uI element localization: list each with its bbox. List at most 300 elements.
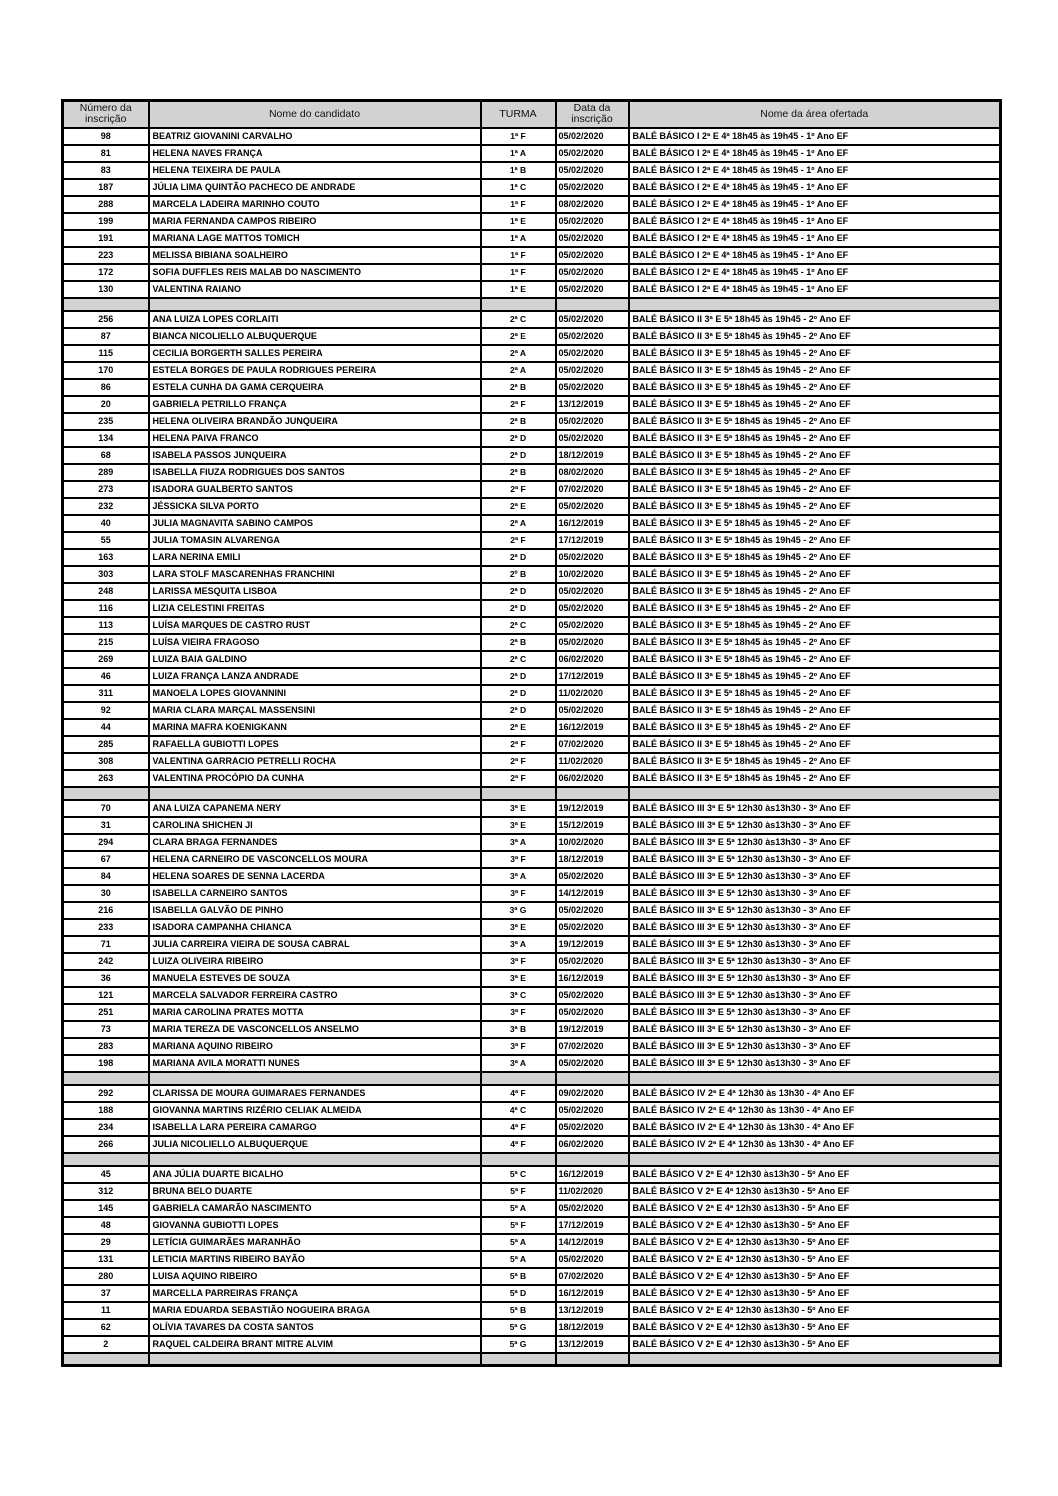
cell-name: ESTELA BORGES DE PAULA RODRIGUES PEREIRA [149, 362, 481, 379]
table-row [63, 481, 1001, 498]
cell-date: 05/02/2020 [556, 702, 629, 719]
cell-date: 09/02/2020 [556, 1085, 629, 1102]
cell-date: 05/02/2020 [556, 362, 629, 379]
table-row [63, 145, 1001, 162]
table-row [63, 413, 1001, 430]
cell-area: BALÉ BÁSICO III 3ª E 5ª 12h30 às13h30 - 3º Ano EF [629, 1004, 1001, 1021]
cell-date: 06/02/2020 [556, 770, 629, 787]
cell-num: 31 [63, 817, 149, 834]
cell-name: LIZIA CELESTINI FREITAS [149, 600, 481, 617]
cell-num: 121 [63, 987, 149, 1004]
table-row [63, 953, 1001, 970]
table-row [63, 1021, 1001, 1038]
cell-date: 05/02/2020 [556, 345, 629, 362]
cell-turma: 2ª A [481, 362, 556, 379]
table-row [63, 868, 1001, 885]
cell-turma: 1ª F [481, 128, 556, 145]
separator-cell [63, 1353, 149, 1366]
cell-area: BALÉ BÁSICO IV 2ª E 4ª 12h30 às 13h30 - 4º Ano EF [629, 1119, 1001, 1136]
cell-turma: 2ª D [481, 600, 556, 617]
cell-num: 266 [63, 1136, 149, 1153]
table-row [63, 1038, 1001, 1055]
cell-date: 17/12/2019 [556, 1217, 629, 1234]
table-row [63, 549, 1001, 566]
cell-area: BALÉ BÁSICO V 2ª E 4ª 12h30 às13h30 - 5º Ano EF [629, 1319, 1001, 1336]
cell-name: LARA STOLF MASCARENHAS FRANCHINI [149, 566, 481, 583]
cell-area: BALÉ BÁSICO II 3ª E 5ª 18h45 às 19h45 - 2º Ano EF [629, 651, 1001, 668]
cell-num: 187 [63, 179, 149, 196]
cell-name: LETICIA MARTINS RIBEIRO BAYÃO [149, 1251, 481, 1268]
cell-turma: 5ª A [481, 1200, 556, 1217]
table-row [63, 230, 1001, 247]
cell-date: 07/02/2020 [556, 481, 629, 498]
cell-area: BALÉ BÁSICO V 2ª E 4ª 12h30 às13h30 - 5º Ano EF [629, 1268, 1001, 1285]
separator-cell [629, 298, 1001, 311]
table-row [63, 1251, 1001, 1268]
cell-turma: 2ª D [481, 702, 556, 719]
cell-area: BALÉ BÁSICO III 3ª E 5ª 12h30 às13h30 - 3º Ano EF [629, 953, 1001, 970]
cell-name: CECILIA BORGERTH SALLES PEREIRA [149, 345, 481, 362]
cell-date: 05/02/2020 [556, 617, 629, 634]
cell-turma: 3ª E [481, 817, 556, 834]
cell-name: LETÍCIA GUIMARÃES MARANHÃO [149, 1234, 481, 1251]
cell-turma: 3ª E [481, 919, 556, 936]
separator-cell [629, 1072, 1001, 1085]
table-row [63, 362, 1001, 379]
cell-name: MARCELA SALVADOR FERREIRA CASTRO [149, 987, 481, 1004]
cell-area: BALÉ BÁSICO III 3ª E 5ª 12h30 às13h30 - 3º Ano EF [629, 834, 1001, 851]
table-row [63, 851, 1001, 868]
table-body [63, 128, 1001, 1366]
table-row [63, 583, 1001, 600]
cell-date: 05/02/2020 [556, 379, 629, 396]
cell-date: 05/02/2020 [556, 328, 629, 345]
cell-num: 83 [63, 162, 149, 179]
cell-num: 68 [63, 447, 149, 464]
cell-date: 05/02/2020 [556, 600, 629, 617]
cell-date: 14/12/2019 [556, 1234, 629, 1251]
cell-area: BALÉ BÁSICO II 3ª E 5ª 18h45 às 19h45 - 2º Ano EF [629, 753, 1001, 770]
cell-name: BEATRIZ GIOVANINI CARVALHO [149, 128, 481, 145]
cell-name: ESTELA CUNHA DA GAMA CERQUEIRA [149, 379, 481, 396]
cell-date: 16/12/2019 [556, 719, 629, 736]
table-row [63, 345, 1001, 362]
cell-area: BALÉ BÁSICO I 2ª E 4ª 18h45 às 19h45 - 1º Ano EF [629, 196, 1001, 213]
cell-turma: 2ª A [481, 515, 556, 532]
cell-date: 05/02/2020 [556, 902, 629, 919]
separator-cell [481, 1353, 556, 1366]
separator-cell [629, 1353, 1001, 1366]
table-row [63, 162, 1001, 179]
separator-cell [481, 1072, 556, 1085]
table-row [63, 1234, 1001, 1251]
cell-num: 216 [63, 902, 149, 919]
cell-num: 294 [63, 834, 149, 851]
cell-num: 11 [63, 1302, 149, 1319]
cell-date: 05/02/2020 [556, 145, 629, 162]
cell-date: 05/02/2020 [556, 213, 629, 230]
cell-num: 40 [63, 515, 149, 532]
table-row [63, 1183, 1001, 1200]
cell-date: 05/02/2020 [556, 179, 629, 196]
cell-name: LUIZA FRANÇA LANZA ANDRADE [149, 668, 481, 685]
cell-area: BALÉ BÁSICO V 2ª E 4ª 12h30 às13h30 - 5º Ano EF [629, 1200, 1001, 1217]
cell-turma: 2ª D [481, 668, 556, 685]
cell-name: MARINA MAFRA KOENIGKANN [149, 719, 481, 736]
cell-area: BALÉ BÁSICO II 3ª E 5ª 18h45 às 19h45 - 2º Ano EF [629, 685, 1001, 702]
separator-cell [149, 298, 481, 311]
cell-turma: 4ª F [481, 1085, 556, 1102]
cell-num: 115 [63, 345, 149, 362]
cell-date: 11/02/2020 [556, 685, 629, 702]
cell-num: 223 [63, 247, 149, 264]
cell-turma: 2ª F [481, 736, 556, 753]
cell-date: 07/02/2020 [556, 1038, 629, 1055]
cell-date: 05/02/2020 [556, 281, 629, 298]
cell-num: 303 [63, 566, 149, 583]
cell-name: MELISSA BIBIANA SOALHEIRO [149, 247, 481, 264]
cell-num: 46 [63, 668, 149, 685]
cell-area: BALÉ BÁSICO II 3ª E 5ª 18h45 às 19h45 - 2º Ano EF [629, 396, 1001, 413]
cell-num: 188 [63, 1102, 149, 1119]
cell-turma: 2ª B [481, 413, 556, 430]
cell-name: ISABELLA LARA PEREIRA CAMARGO [149, 1119, 481, 1136]
cell-date: 05/02/2020 [556, 413, 629, 430]
cell-date: 05/02/2020 [556, 247, 629, 264]
cell-area: BALÉ BÁSICO II 3ª E 5ª 18h45 às 19h45 - 2º Ano EF [629, 600, 1001, 617]
cell-num: 273 [63, 481, 149, 498]
cell-name: CAROLINA SHICHEN JI [149, 817, 481, 834]
cell-date: 19/12/2019 [556, 936, 629, 953]
table-row [63, 1136, 1001, 1153]
cell-num: 84 [63, 868, 149, 885]
table-row [63, 1055, 1001, 1072]
cell-date: 16/12/2019 [556, 1166, 629, 1183]
cell-name: ISABELLA CARNEIRO SANTOS [149, 885, 481, 902]
separator-cell [149, 1153, 481, 1166]
cell-turma: 2ª B [481, 634, 556, 651]
cell-date: 05/02/2020 [556, 953, 629, 970]
cell-num: 234 [63, 1119, 149, 1136]
candidates-table [61, 99, 1002, 1367]
cell-area: BALÉ BÁSICO III 3ª E 5ª 12h30 às13h30 - 3º Ano EF [629, 851, 1001, 868]
cell-name: LUIZA BAIA GALDINO [149, 651, 481, 668]
table-row [63, 736, 1001, 753]
cell-num: 191 [63, 230, 149, 247]
table-row [63, 311, 1001, 328]
cell-area: BALÉ BÁSICO II 3ª E 5ª 18h45 às 19h45 - 2º Ano EF [629, 566, 1001, 583]
cell-num: 37 [63, 1285, 149, 1302]
separator-cell [556, 1072, 629, 1085]
cell-area: BALÉ BÁSICO V 2ª E 4ª 12h30 às13h30 - 5º Ano EF [629, 1234, 1001, 1251]
cell-turma: 3ª F [481, 953, 556, 970]
cell-date: 06/02/2020 [556, 651, 629, 668]
table-row [63, 1085, 1001, 1102]
cell-name: MANUELA ESTEVES DE SOUZA [149, 970, 481, 987]
cell-name: ISABELLA FIUZA RODRIGUES DOS SANTOS [149, 464, 481, 481]
table-row [63, 379, 1001, 396]
cell-area: BALÉ BÁSICO V 2ª E 4ª 12h30 às13h30 - 5º Ano EF [629, 1166, 1001, 1183]
cell-date: 05/02/2020 [556, 634, 629, 651]
cell-date: 08/02/2020 [556, 196, 629, 213]
table-row [63, 1102, 1001, 1119]
cell-name: JÚLIA LIMA QUINTÃO PACHECO DE ANDRADE [149, 179, 481, 196]
cell-turma: 2ª E [481, 328, 556, 345]
cell-name: LUÍSA MARQUES DE CASTRO RUST [149, 617, 481, 634]
cell-turma: 2ª F [481, 753, 556, 770]
table-row [63, 1285, 1001, 1302]
cell-area: BALÉ BÁSICO II 3ª E 5ª 18h45 às 19h45 - 2º Ano EF [629, 328, 1001, 345]
cell-turma: 2ª F [481, 396, 556, 413]
section-separator-row [63, 787, 1001, 800]
table-row [63, 800, 1001, 817]
table-row [63, 447, 1001, 464]
cell-date: 14/12/2019 [556, 885, 629, 902]
table-row [63, 970, 1001, 987]
cell-num: 70 [63, 800, 149, 817]
cell-area: BALÉ BÁSICO I 2ª E 4ª 18h45 às 19h45 - 1º Ano EF [629, 145, 1001, 162]
table-row [63, 1302, 1001, 1319]
cell-turma: 2ª E [481, 719, 556, 736]
cell-name: GIOVANNA GUBIOTTI LOPES [149, 1217, 481, 1234]
cell-area: BALÉ BÁSICO II 3ª E 5ª 18h45 às 19h45 - 2º Ano EF [629, 447, 1001, 464]
table-row [63, 753, 1001, 770]
cell-area: BALÉ BÁSICO I 2ª E 4ª 18h45 às 19h45 - 1º Ano EF [629, 179, 1001, 196]
cell-name: MARIA CAROLINA PRATES MOTTA [149, 1004, 481, 1021]
cell-area: BALÉ BÁSICO III 3ª E 5ª 12h30 às13h30 - 3º Ano EF [629, 902, 1001, 919]
cell-num: 311 [63, 685, 149, 702]
cell-area: BALÉ BÁSICO III 3ª E 5ª 12h30 às13h30 - 3º Ano EF [629, 885, 1001, 902]
cell-name: LUÍSA VIEIRA FRAGOSO [149, 634, 481, 651]
cell-name: MARIA FERNANDA CAMPOS RIBEIRO [149, 213, 481, 230]
table-row [63, 1200, 1001, 1217]
cell-area: BALÉ BÁSICO I 2ª E 4ª 18h45 às 19h45 - 1º Ano EF [629, 281, 1001, 298]
cell-area: BALÉ BÁSICO I 2ª E 4ª 18h45 às 19h45 - 1º Ano EF [629, 264, 1001, 281]
cell-name: OLÍVIA TAVARES DA COSTA SANTOS [149, 1319, 481, 1336]
cell-name: CLARA BRAGA FERNANDES [149, 834, 481, 851]
cell-area: BALÉ BÁSICO III 3ª E 5ª 12h30 às13h30 - 3º Ano EF [629, 800, 1001, 817]
cell-name: MARCELLA PARREIRAS FRANÇA [149, 1285, 481, 1302]
table-row [63, 566, 1001, 583]
cell-num: 20 [63, 396, 149, 413]
cell-turma: 3ª F [481, 1038, 556, 1055]
cell-num: 134 [63, 430, 149, 447]
cell-date: 17/12/2019 [556, 532, 629, 549]
separator-cell [149, 1353, 481, 1366]
cell-turma: 2ª D [481, 447, 556, 464]
cell-turma: 5ª C [481, 1166, 556, 1183]
table-row [63, 515, 1001, 532]
cell-area: BALÉ BÁSICO II 3ª E 5ª 18h45 às 19h45 - 2º Ano EF [629, 549, 1001, 566]
cell-name: MANOELA LOPES GIOVANNINI [149, 685, 481, 702]
cell-name: MARIANA AQUINO RIBEIRO [149, 1038, 481, 1055]
cell-date: 15/12/2019 [556, 817, 629, 834]
cell-num: 170 [63, 362, 149, 379]
cell-area: BALÉ BÁSICO III 3ª E 5ª 12h30 às13h30 - 3º Ano EF [629, 868, 1001, 885]
separator-cell [556, 1153, 629, 1166]
cell-area: BALÉ BÁSICO III 3ª E 5ª 12h30 às13h30 - 3º Ano EF [629, 919, 1001, 936]
cell-turma: 3ª C [481, 987, 556, 1004]
table-row [63, 179, 1001, 196]
table-row [63, 634, 1001, 651]
cell-date: 18/12/2019 [556, 851, 629, 868]
cell-date: 10/02/2020 [556, 834, 629, 851]
cell-date: 06/02/2020 [556, 1136, 629, 1153]
cell-turma: 3ª A [481, 1055, 556, 1072]
cell-num: 130 [63, 281, 149, 298]
cell-turma: 1ª F [481, 196, 556, 213]
cell-name: GABRIELA CAMARÃO NASCIMENTO [149, 1200, 481, 1217]
cell-area: BALÉ BÁSICO II 3ª E 5ª 18h45 às 19h45 - 2º Ano EF [629, 430, 1001, 447]
cell-area: BALÉ BÁSICO II 3ª E 5ª 18h45 às 19h45 - 2º Ano EF [629, 379, 1001, 396]
table-row [63, 936, 1001, 953]
cell-area: BALÉ BÁSICO V 2ª E 4ª 12h30 às13h30 - 5º Ano EF [629, 1336, 1001, 1353]
cell-num: 87 [63, 328, 149, 345]
table-row [63, 128, 1001, 145]
cell-name: JULIA NICOLIELLO ALBUQUERQUE [149, 1136, 481, 1153]
cell-area: BALÉ BÁSICO I 2ª E 4ª 18h45 às 19h45 - 1º Ano EF [629, 230, 1001, 247]
cell-turma: 5ª A [481, 1251, 556, 1268]
cell-name: VALENTINA RAIANO [149, 281, 481, 298]
cell-num: 131 [63, 1251, 149, 1268]
table-row [63, 668, 1001, 685]
cell-num: 308 [63, 753, 149, 770]
cell-date: 05/02/2020 [556, 919, 629, 936]
cell-date: 05/02/2020 [556, 1251, 629, 1268]
table-row [63, 651, 1001, 668]
table-row [63, 396, 1001, 413]
cell-name: LARISSA MESQUITA LISBOA [149, 583, 481, 600]
cell-turma: 1ª A [481, 145, 556, 162]
cell-turma: 4ª F [481, 1119, 556, 1136]
cell-date: 16/12/2019 [556, 1285, 629, 1302]
table-row [63, 196, 1001, 213]
separator-cell [63, 1153, 149, 1166]
cell-num: 263 [63, 770, 149, 787]
separator-cell [556, 1353, 629, 1366]
cell-turma: 5ª G [481, 1336, 556, 1353]
cell-date: 05/02/2020 [556, 430, 629, 447]
table-row [63, 770, 1001, 787]
cell-area: BALÉ BÁSICO II 3ª E 5ª 18h45 às 19h45 - 2º Ano EF [629, 736, 1001, 753]
table-row [63, 213, 1001, 230]
cell-turma: 5ª B [481, 1268, 556, 1285]
cell-date: 13/12/2019 [556, 396, 629, 413]
cell-date: 16/12/2019 [556, 515, 629, 532]
cell-name: VALENTINA GARRACIO PETRELLI ROCHA [149, 753, 481, 770]
cell-turma: 3ª F [481, 1004, 556, 1021]
table-row [63, 532, 1001, 549]
cell-turma: 2ª D [481, 549, 556, 566]
cell-name: MARIA CLARA MARÇAL MASSENSINI [149, 702, 481, 719]
cell-name: VALENTINA PROCÓPIO DA CUNHA [149, 770, 481, 787]
cell-num: 62 [63, 1319, 149, 1336]
table-row [63, 885, 1001, 902]
cell-turma: 2ª F [481, 481, 556, 498]
cell-area: BALÉ BÁSICO II 3ª E 5ª 18h45 às 19h45 - 2º Ano EF [629, 583, 1001, 600]
cell-num: 71 [63, 936, 149, 953]
cell-num: 232 [63, 498, 149, 515]
col-header-data-inscricao: Data da inscrição [556, 101, 629, 128]
separator-cell [481, 298, 556, 311]
table-row [63, 1119, 1001, 1136]
cell-turma: 4ª C [481, 1102, 556, 1119]
cell-area: BALÉ BÁSICO II 3ª E 5ª 18h45 às 19h45 - 2º Ano EF [629, 311, 1001, 328]
cell-date: 13/12/2019 [556, 1336, 629, 1353]
cell-name: ANA LUIZA CAPANEMA NERY [149, 800, 481, 817]
cell-name: BRUNA BELO DUARTE [149, 1183, 481, 1200]
cell-num: 30 [63, 885, 149, 902]
cell-name: MARIA TEREZA DE VASCONCELLOS ANSELMO [149, 1021, 481, 1038]
cell-turma: 3ª B [481, 1021, 556, 1038]
cell-num: 86 [63, 379, 149, 396]
table-row [63, 1319, 1001, 1336]
cell-turma: 2ª C [481, 651, 556, 668]
table-row [63, 281, 1001, 298]
cell-num: 172 [63, 264, 149, 281]
cell-name: ISADORA GUALBERTO SANTOS [149, 481, 481, 498]
cell-area: BALÉ BÁSICO V 2ª E 4ª 12h30 às13h30 - 5º Ano EF [629, 1285, 1001, 1302]
table-row [63, 247, 1001, 264]
table-row [63, 430, 1001, 447]
section-separator-row [63, 1153, 1001, 1166]
cell-name: ISADORA CAMPANHA CHIANCA [149, 919, 481, 936]
cell-area: BALÉ BÁSICO II 3ª E 5ª 18h45 às 19h45 - 2º Ano EF [629, 617, 1001, 634]
table-row [63, 600, 1001, 617]
cell-name: CLARISSA DE MOURA GUIMARAES FERNANDES [149, 1085, 481, 1102]
cell-name: LUIZA OLIVEIRA RIBEIRO [149, 953, 481, 970]
cell-area: BALÉ BÁSICO II 3ª E 5ª 18h45 às 19h45 - 2º Ano EF [629, 464, 1001, 481]
cell-turma: 5ª F [481, 1183, 556, 1200]
cell-turma: 2ª F [481, 532, 556, 549]
cell-name: ANA JÚLIA DUARTE BICALHO [149, 1166, 481, 1183]
cell-date: 05/02/2020 [556, 1102, 629, 1119]
table-row [63, 987, 1001, 1004]
cell-name: HELENA PAIVA FRANCO [149, 430, 481, 447]
cell-turma: 5ª F [481, 1217, 556, 1234]
cell-name: HELENA CARNEIRO DE VASCONCELLOS MOURA [149, 851, 481, 868]
cell-turma: 2ª D [481, 685, 556, 702]
cell-num: 292 [63, 1085, 149, 1102]
cell-name: HELENA OLIVEIRA BRANDÃO JUNQUEIRA [149, 413, 481, 430]
table-header-row [63, 101, 1001, 128]
cell-num: 280 [63, 1268, 149, 1285]
table-row [63, 464, 1001, 481]
cell-area: BALÉ BÁSICO III 3ª E 5ª 12h30 às13h30 - 3º Ano EF [629, 1055, 1001, 1072]
cell-num: 116 [63, 600, 149, 617]
cell-num: 288 [63, 196, 149, 213]
cell-turma: 1ª C [481, 179, 556, 196]
cell-turma: 1ª F [481, 247, 556, 264]
cell-num: 73 [63, 1021, 149, 1038]
cell-area: BALÉ BÁSICO V 2ª E 4ª 12h30 às13h30 - 5º Ano EF [629, 1251, 1001, 1268]
cell-num: 98 [63, 128, 149, 145]
col-header-nome-candidato: Nome do candidato [149, 101, 481, 128]
cell-name: GIOVANNA MARTINS RIZÉRIO CELIAK ALMEIDA [149, 1102, 481, 1119]
cell-area: BALÉ BÁSICO I 2ª E 4ª 18h45 às 19h45 - 1º Ano EF [629, 162, 1001, 179]
cell-area: BALÉ BÁSICO II 3ª E 5ª 18h45 às 19h45 - 2º Ano EF [629, 702, 1001, 719]
cell-turma: 3ª A [481, 936, 556, 953]
cell-area: BALÉ BÁSICO IV 2ª E 4ª 12h30 às 13h30 - 4º Ano EF [629, 1136, 1001, 1153]
cell-num: 312 [63, 1183, 149, 1200]
cell-num: 289 [63, 464, 149, 481]
col-header-numero-inscricao: Número da inscrição [63, 101, 149, 128]
cell-name: ISABELA PASSOS JUNQUEIRA [149, 447, 481, 464]
cell-name: JULIA CARREIRA VIEIRA DE SOUSA CABRAL [149, 936, 481, 953]
cell-area: BALÉ BÁSICO II 3ª E 5ª 18h45 às 19h45 - 2º Ano EF [629, 413, 1001, 430]
cell-num: 235 [63, 413, 149, 430]
cell-num: 256 [63, 311, 149, 328]
